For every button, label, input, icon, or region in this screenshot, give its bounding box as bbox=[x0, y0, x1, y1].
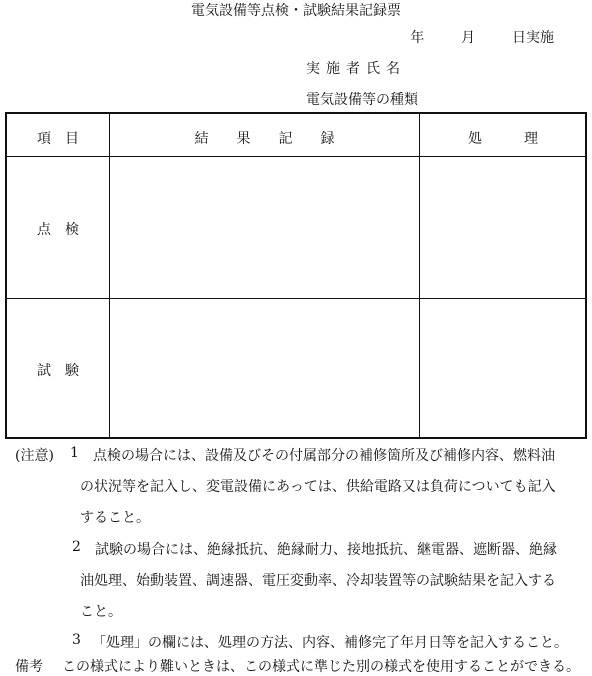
header-item: 項 目 bbox=[37, 131, 79, 147]
note-line: 「処理」の欄には、処理の方法、内容、補修完了年月日等を記入すること。 bbox=[92, 635, 568, 651]
remark-label: 備考 bbox=[15, 659, 43, 675]
test-result-field[interactable] bbox=[110, 299, 419, 437]
note-number: 3 bbox=[72, 632, 81, 648]
day-label: 日実施 bbox=[512, 30, 554, 46]
header-action: 処 理 bbox=[468, 131, 538, 147]
note-line: こと。 bbox=[80, 604, 122, 620]
row-inspection-label: 点 検 bbox=[37, 222, 79, 238]
note-line: の状況等を記入し、変電設備にあっては、供給電路又は負荷についても記入 bbox=[80, 479, 556, 495]
note-number: 2 bbox=[72, 539, 81, 555]
form-title: 電気設備等点検・試験結果記録票 bbox=[191, 3, 401, 19]
header-result: 結 果 記 録 bbox=[194, 131, 335, 147]
record-table bbox=[5, 112, 587, 439]
year-label: 年 bbox=[410, 30, 425, 46]
note-line: 試験の場合には、絶縁抵抗、絶縁耐力、接地抵抗、継電器、遮断器、絶縁 bbox=[95, 542, 557, 558]
notes-prefix: (注意) bbox=[15, 448, 54, 464]
equipment-type-label: 電気設備等の種類 bbox=[306, 92, 418, 108]
remark-text: この様式により難いときは、この様式に準じた別の様式を使用することができる。 bbox=[62, 659, 580, 675]
note-line: 点検の場合には、設備及びその付属部分の補修箇所及び補修内容、燃料油 bbox=[93, 448, 555, 464]
month-label: 月 bbox=[461, 30, 476, 46]
note-number: 1 bbox=[70, 445, 79, 461]
note-line: 油処理、始動装置、調速器、電圧変動率、冷却装置等の試験結果を記入する bbox=[80, 573, 556, 589]
inspection-result-field[interactable] bbox=[110, 157, 419, 298]
test-action-field[interactable] bbox=[420, 299, 586, 437]
executor-name-label: 実施者氏名 bbox=[306, 61, 406, 77]
date-line bbox=[410, 27, 554, 47]
note-line: すること。 bbox=[80, 510, 150, 526]
inspection-action-field[interactable] bbox=[420, 157, 586, 298]
row-test-label: 試 験 bbox=[37, 363, 79, 379]
